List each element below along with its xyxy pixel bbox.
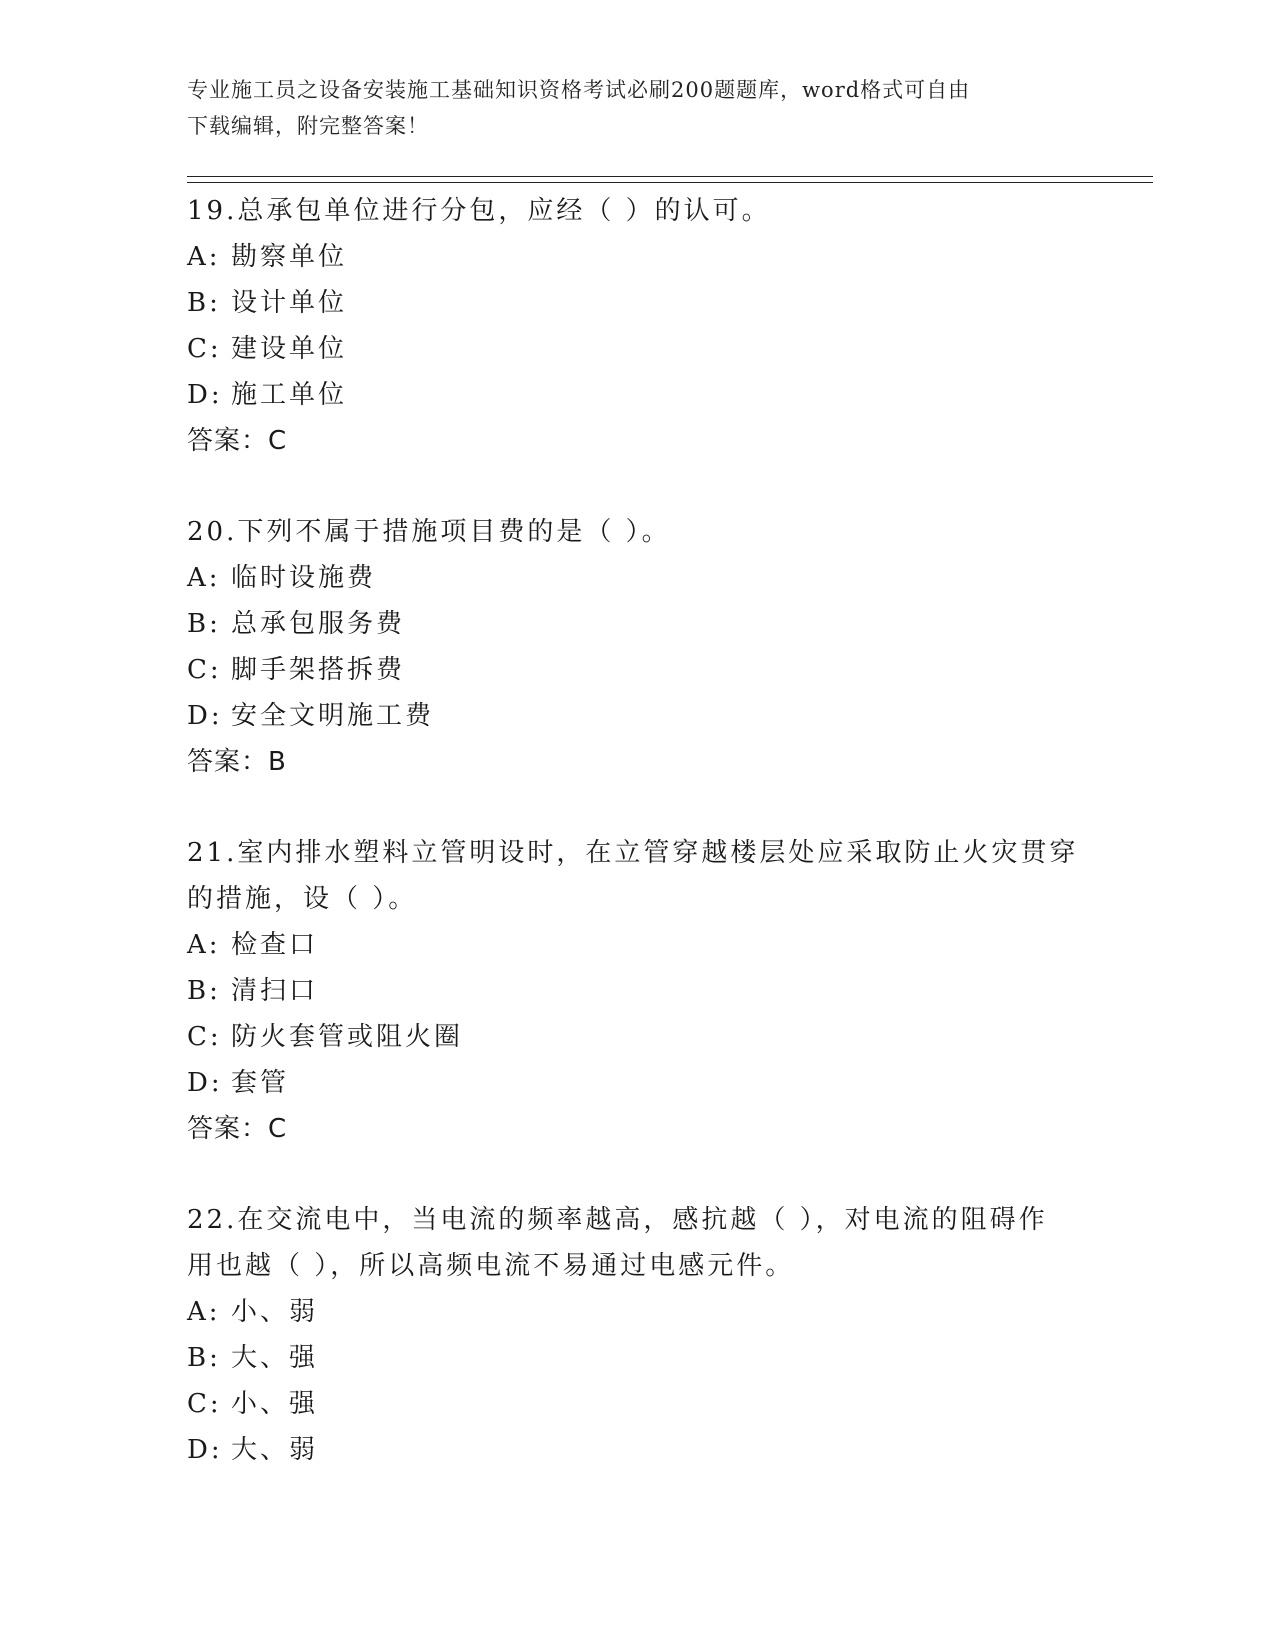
question-gap [187,464,1087,509]
option-d [187,1427,1087,1473]
option-letter: A: [187,242,221,272]
header-line-1: 专业施工员之设备安装施工基础知识资格考试必刷200题题库，word格式可自由 [187,78,971,102]
option-letter: A: [187,930,221,960]
option-a [187,555,1087,601]
option-d [187,372,1087,418]
answer-line: 答案：C [187,426,288,456]
option-a [187,234,1087,280]
option-text: 建设单位 [231,334,348,364]
option-letter: C: [187,334,222,364]
option-letter: B: [187,976,221,1006]
question-stem: 21.室内排水塑料立管明设时，在立管穿越楼层处应采取防止火灾贯穿 [187,838,1079,868]
option-letter: D: [187,1435,223,1465]
option-text: 检查口 [231,930,319,960]
option-text: 清扫口 [231,976,319,1006]
question-stem-continued: 的措施，设（ ）。 [187,884,418,914]
option-letter: B: [187,609,221,639]
option-text: 小、强 [231,1389,319,1419]
question-gap [187,785,1087,830]
option-b [187,968,1087,1014]
header-line-2: 下载编辑，附完整答案！ [187,114,429,138]
option-text: 大、强 [231,1343,319,1373]
option-letter: D: [187,1068,223,1098]
option-text: 小、弱 [231,1297,319,1327]
option-letter: A: [187,563,221,593]
option-letter: D: [187,701,223,731]
option-text: 总承包服务费 [231,609,406,639]
question-stem: 22.在交流电中，当电流的频率越高，感抗越（ ），对电流的阻碍作 [187,1205,1048,1235]
option-text: 大、弱 [231,1435,319,1465]
option-letter: B: [187,1343,221,1373]
option-b [187,280,1087,326]
header-divider-top [187,176,1153,177]
option-c [187,647,1087,693]
option-c [187,1014,1087,1060]
option-c [187,1381,1087,1427]
question-20 [187,509,1087,785]
option-letter: C: [187,1389,222,1419]
option-c [187,326,1087,372]
option-text: 脚手架搭拆费 [231,655,406,685]
option-letter: B: [187,288,221,318]
header-divider-bottom [187,182,1153,183]
option-d [187,693,1087,739]
option-letter: C: [187,655,222,685]
option-b [187,1335,1087,1381]
question-gap [187,1152,1087,1197]
question-stem: 19.总承包单位进行分包，应经（ ）的认可。 [187,196,771,226]
answer-line: 答案：B [187,747,287,777]
question-list [187,188,1087,1473]
question-22 [187,1197,1087,1473]
option-text: 临时设施费 [231,563,377,593]
option-letter: C: [187,1022,222,1052]
question-stem: 20.下列不属于措施项目费的是（ ）。 [187,517,671,547]
document-header [187,72,1087,144]
option-text: 施工单位 [231,380,348,410]
option-d [187,1060,1087,1106]
option-a [187,922,1087,968]
question-19 [187,188,1087,464]
option-letter: D: [187,380,223,410]
option-text: 防火套管或阻火圈 [231,1022,464,1052]
answer-line: 答案：C [187,1114,288,1144]
option-text: 设计单位 [231,288,348,318]
question-stem-continued: 用也越（ ），所以高频电流不易通过电感元件。 [187,1251,795,1281]
option-text: 安全文明施工费 [231,701,435,731]
option-text: 套管 [231,1068,290,1098]
question-21 [187,830,1087,1152]
option-text: 勘察单位 [231,242,348,272]
option-b [187,601,1087,647]
option-letter: A: [187,1297,221,1327]
option-a [187,1289,1087,1335]
